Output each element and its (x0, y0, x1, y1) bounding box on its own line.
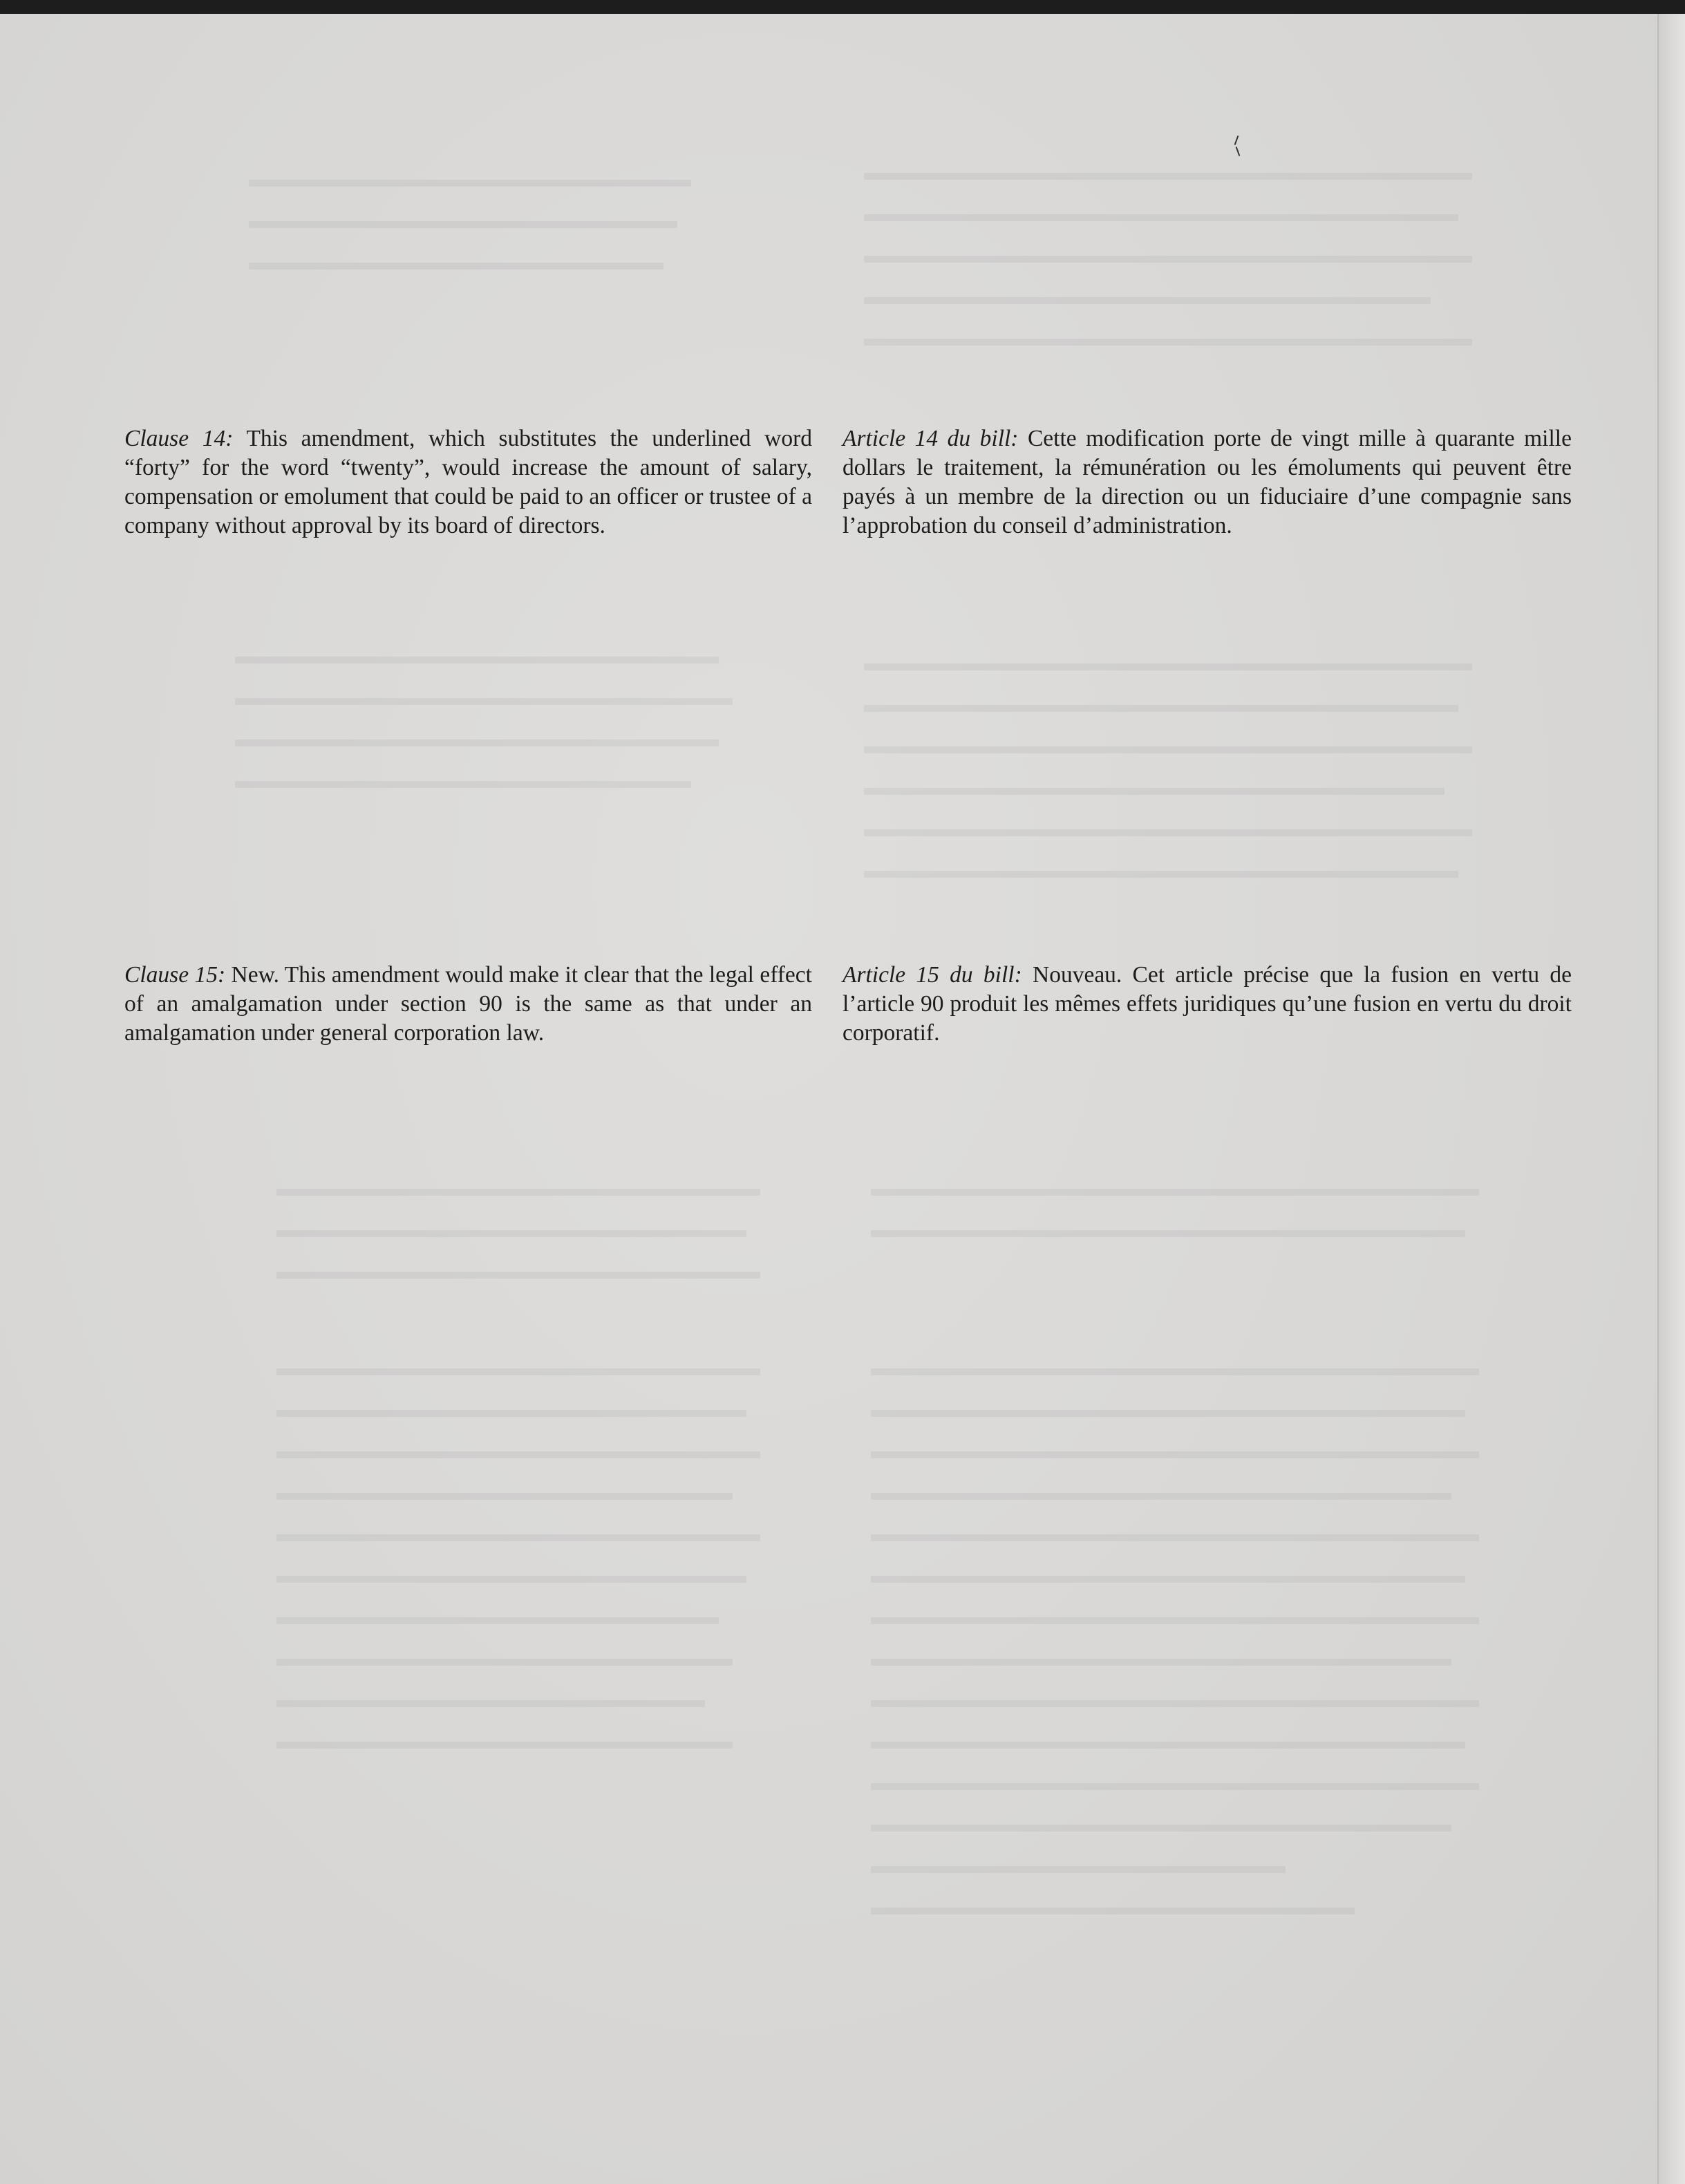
document-page (0, 14, 1657, 2184)
scan-right-edge-line (1657, 14, 1659, 2184)
bleed-through-line (864, 214, 1458, 221)
bleed-through-line (276, 1368, 760, 1375)
bleed-through-line (871, 1534, 1479, 1541)
clause-15-french-lead: Article 15 du bill: (842, 962, 1022, 988)
bleed-through-line (871, 1368, 1479, 1375)
bleed-through-line (871, 1742, 1465, 1749)
scan-top-border (0, 0, 1685, 14)
bleed-through-line (235, 740, 719, 746)
bleed-through-line (276, 1700, 705, 1707)
clause-15-english-lead: Clause 15: (124, 962, 226, 988)
bleed-through-line (864, 663, 1472, 670)
clause-14-english-text: This amendment, which substitutes the underlined word “forty” for the word “twenty”, would increase the amount of salary, compensation or emolument that could be paid to an officer or trustee of a company without approval by its board of directors. (124, 426, 813, 538)
bleed-through-line (871, 1189, 1479, 1196)
clause-15-french (842, 961, 1572, 1048)
bleed-through-line (276, 1230, 746, 1237)
clause-14-english (124, 424, 812, 540)
bleed-through-line (276, 1742, 733, 1749)
clause-14-english-lead: Clause 14: (124, 426, 234, 451)
clause-15-english-text: New. This amendment would make it clear that the legal effect of an amalgamation under section 90 is the same as that under an amalgamation under general corporation law. (124, 962, 812, 1046)
bleed-through-line (276, 1410, 746, 1417)
bleed-through-line (864, 788, 1444, 795)
bleed-through-line (871, 1825, 1451, 1832)
bleed-through-line (864, 297, 1431, 304)
bleed-through-line (871, 1866, 1286, 1873)
bleed-through-line (871, 1700, 1479, 1707)
bleed-through-line (249, 221, 677, 228)
bleed-through-line (235, 698, 733, 705)
bleed-through-line (864, 173, 1472, 180)
clause-14-french-text: Cette modification porte de vingt mille à quarante mille dollars le traitement, la rémunération ou les émoluments qui peuvent être payés à un membre de la direction ou un fiduciaire d’une compagnie sans l’approbation du conseil d’administration. (842, 426, 1572, 538)
bleed-through-line (871, 1617, 1479, 1624)
clause-15-french-text: Nouveau. Cet article précise que la fusion en vertu de l’article 90 produit les mêmes effets juridiques qu’une fusion en vertu du droit corporatif. (842, 962, 1572, 1046)
bleed-through-line (864, 871, 1458, 878)
bleed-through-line (249, 263, 663, 270)
bleed-through-line (864, 829, 1472, 836)
bleed-through-line (276, 1272, 760, 1279)
bleed-through-line (276, 1617, 719, 1624)
bleed-through-line (871, 1493, 1451, 1500)
bleed-through-line (871, 1659, 1451, 1666)
bleed-through-line (235, 657, 719, 663)
bleed-through-line (276, 1493, 733, 1500)
bleed-through-line (871, 1410, 1465, 1417)
clause-14-french (842, 424, 1572, 540)
bleed-through-line (276, 1534, 760, 1541)
bleed-through-line (871, 1451, 1479, 1458)
bleed-through-line (864, 705, 1458, 712)
bleed-through-line (276, 1659, 733, 1666)
bleed-through-line (235, 781, 691, 788)
bleed-through-line (864, 339, 1472, 346)
clause-14-french-lead: Article 14 du bill: (842, 426, 1019, 451)
bleed-through-line (871, 1783, 1479, 1790)
bleed-through-line (276, 1451, 760, 1458)
clause-15-english (124, 961, 812, 1048)
pen-mark (1234, 135, 1237, 156)
scan-right-edge (1657, 14, 1685, 2184)
bleed-through-line (864, 256, 1472, 263)
bleed-through-line (249, 180, 691, 187)
bleed-through-line (276, 1576, 746, 1583)
bleed-through-line (871, 1230, 1465, 1237)
bleed-through-line (864, 746, 1472, 753)
bleed-through-line (276, 1189, 760, 1196)
bleed-through-line (871, 1576, 1465, 1583)
bleed-through-line (871, 1908, 1355, 1914)
